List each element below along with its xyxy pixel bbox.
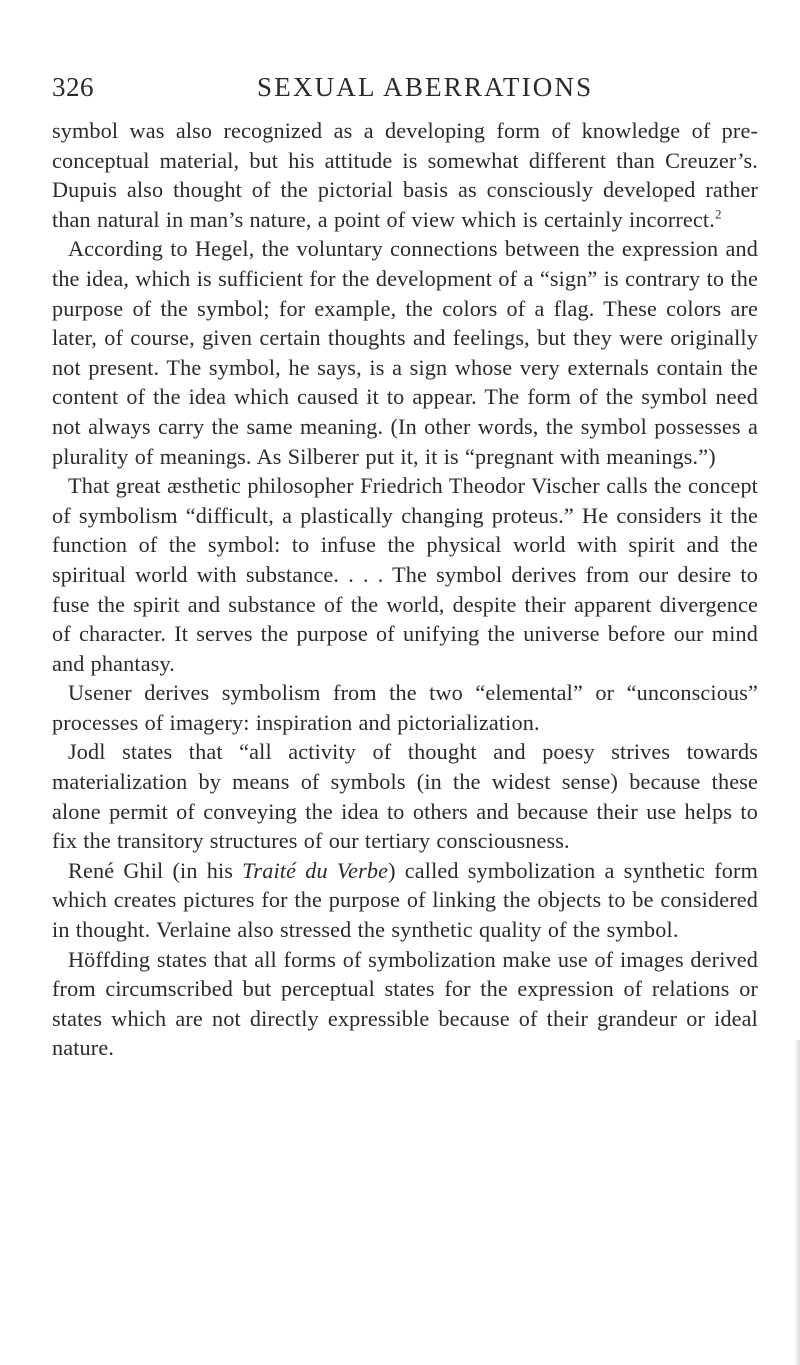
paragraph-4: Usener derives symbolism from the two “elemental” or “unconscious” processes of imagery: inspiration and pictorialization. <box>52 680 758 735</box>
running-title: SEXUAL ABERRATIONS <box>257 72 594 102</box>
paragraph-6-text-before: René Ghil (in his <box>68 857 243 883</box>
paragraph-7: Höffding states that all forms of symbolization make use of images derived from circumscribed but perceptual states for the expression of relations or states which are not directly expressible because of their grandeur or ideal nature. <box>52 946 758 1061</box>
page-edge-shadow <box>794 1040 800 1365</box>
paragraph-5: Jodl states that “all activity of thought and poesy strives towards materialization by means of symbols (in the widest sense) because these alone permit of conveying the idea to others and because their use helps to fix the transitory structures of our tertiary consciousness. <box>52 739 758 854</box>
paragraph-3: That great æsthetic philosopher Friedrich Theodor Vischer calls the concept of symbolism “difficult, a plastically changing proteus.” He considers it the function of the symbol: to infuse the physical world with spirit and the spiritual world with substance. . . . The symbol derives from our desire to fuse the spirit and substance of the world, despite their apparent divergence of character. It serves the purpose of unifying the universe before our mind and phantasy. <box>52 473 758 676</box>
book-page <box>52 72 758 1063</box>
page-number: 326 <box>52 72 94 102</box>
body-text <box>52 116 758 1063</box>
footnote-ref: 2 <box>714 206 722 222</box>
book-title-italic: Traité du Verbe <box>242 857 389 883</box>
paragraph-6 <box>52 856 758 945</box>
paragraph-1 <box>52 116 758 234</box>
paragraph-1-text: symbol was also recognized as a developing form of knowledge of pre-conceptual material, but his attitude is somewhat different than Creuzer’s. Dupuis also thought of the pictorial basis as consciously developed rather than natural in man’s nature, a point of view which is certainly incorrect. <box>52 118 758 232</box>
paragraph-2: According to Hegel, the voluntary connections between the expression and the idea, which is sufficient for the development of a “sign” is contrary to the purpose of the symbol; for example, the colors of a flag. These colors are later, of course, given certain thoughts and feelings, but they were originally not present. The symbol, he says, is a sign whose very externals contain the content of the idea which caused it to appear. The form of the symbol need not always carry the same meaning. (In other words, the symbol possesses a plurality of meanings. As Silberer put it, it is “pregnant with meanings.”) <box>52 236 758 469</box>
paragraph-6-text-after: ) called symbolization a synthetic form which creates pictures for the purpose of linking the objects to be considered in thought. Verlaine also stressed the synthetic quality of the symbol. <box>52 857 758 943</box>
running-head <box>52 72 758 112</box>
